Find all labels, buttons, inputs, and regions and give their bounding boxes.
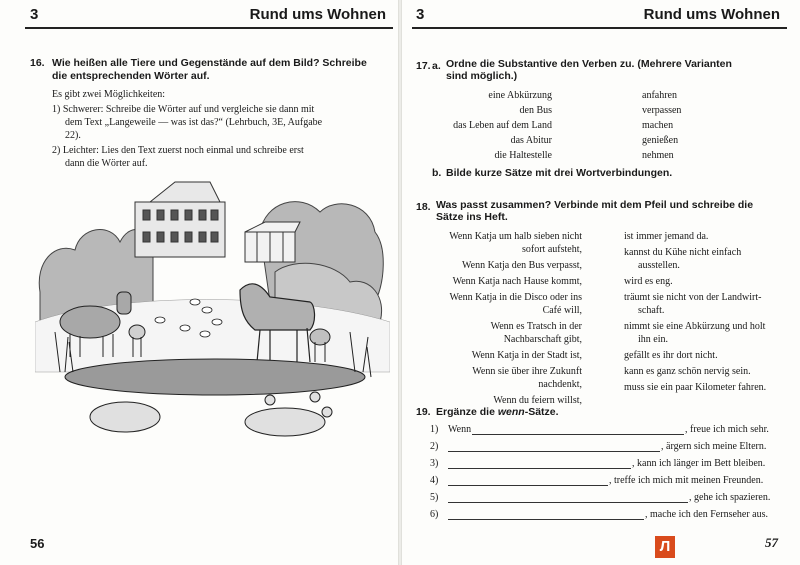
clause-line: sofort aufsteht, [522,244,582,255]
task19-item-6-num: 6) [430,509,439,520]
task19-item-2-num: 2) [430,441,439,452]
clause-line: muss sie ein paar Kilometer fahren. [624,382,767,393]
clause-line: Nachbarschaft gibt, [503,334,582,345]
task18-title-2: Sätze ins Heft. [436,211,508,223]
task17-title-1: Ordne die Substantive den Verben zu. (Mehrere Varianten [446,58,732,70]
task16-option2-2: dann die Wörter auf. [65,158,148,169]
task19-item-1-num: 1) [430,424,439,435]
header-rule-right [412,27,787,29]
chapter-title-right: Rund ums Wohnen [643,6,780,23]
clause-line: Wenn Katja um halb sieben nicht [449,231,582,242]
right-page [402,0,800,565]
verb-item: anfahren [642,90,677,101]
clause-line: nimmt sie eine Abkürzung und holt [624,321,766,332]
task19-item-1-suffix: , freue ich mich sehr. [685,424,769,435]
noun-item: die Haltestelle [494,150,552,161]
noun-item: den Bus [519,105,552,116]
noun-item: das Abitur [510,135,552,146]
task16-title-1: Wie heißen alle Tiere und Gegenstände auf dem Bild? Schreibe [52,57,367,69]
header-rule-left [25,27,393,29]
clause-line: Wenn es Tratsch in der [490,321,582,332]
chapter-number-left: 3 [30,6,39,23]
clause-line: Wenn Katja in der Stadt ist, [471,350,582,361]
task19-item-3-num: 3) [430,458,439,469]
task19-item-4-blank[interactable] [448,485,608,486]
clause-line: ausstellen. [638,260,680,271]
page-number-right: 57 [765,535,778,550]
task19-title [436,406,559,419]
clause-line: gefällt es ihr dort nicht. [624,350,718,361]
task16-option2-1: 2) Leichter: Lies den Text zuerst noch einmal und schreibe erst [52,145,304,156]
farm-illustration [35,172,390,442]
clause-line: ist immer jemand da. [624,231,709,242]
task19-item-4-suffix: , treffe ich mich mit meinen Freunden. [609,475,764,486]
clause-line: schaft. [638,305,665,316]
task17-nouns [422,88,552,163]
clause-line: wird es eng. [624,276,673,287]
left-page [0,0,398,565]
task16-option1-2: dem Text „Langeweile — was ist das?“ (Lehrbuch, 3E, Aufgabe [65,117,323,128]
verb-item: machen [642,120,674,131]
clause-line: Wenn Katja nach Hause kommt, [452,276,582,287]
task19-item-6-blank[interactable] [448,519,644,520]
task17-number: 17. [416,60,431,72]
task19-title-suffix: -Sätze. [524,406,559,418]
task17-part-a-label: a. [432,60,441,72]
task17-title-2: sind möglich.) [446,70,518,82]
task19-item-4-num: 4) [430,475,439,486]
task19-number: 19. [416,406,431,418]
task17-part-b-label: b. [432,167,442,179]
chapter-number-right: 3 [416,6,425,23]
task16-number: 16. [30,57,45,69]
greenhouse-drawing [245,222,300,262]
task19-item-5-blank[interactable] [448,502,688,503]
clause-line: ihn ein. [638,334,668,345]
task19-item-2-blank[interactable] [448,451,660,452]
task19-item-1-blank[interactable] [472,434,684,435]
clause-line: Wenn Katja in die Disco oder ins [449,292,582,303]
task19-item-6-suffix: , mache ich den Fernseher aus. [645,509,769,520]
task19-item-3-suffix: , kann ich länger im Bett bleiben. [632,458,766,469]
clause-line: kann es ganz schön nervig sein. [624,366,751,377]
publisher-logo: Л [655,536,675,558]
task19-item-2-suffix: , ärgern sich meine Eltern. [661,441,767,452]
verb-item: genießen [642,135,679,146]
task19-item-5-num: 5) [430,492,439,503]
task16-option1-1: 1) Schwerer: Schreibe die Wörter auf und vergleiche sie dann mit [52,104,315,115]
task18-left-clauses [422,230,582,407]
clause-line: träumt sie nicht von der Landwirt- [624,292,762,303]
task17-part-b-title: Bilde kurze Sätze mit drei Wortverbindungen. [446,167,673,179]
clause-line: Café will, [542,305,582,316]
task18-title-1: Was passt zusammen? Verbinde mit dem Pfeil und schreibe die [436,199,754,211]
clause-line: kannst du Kühe nicht einfach [624,247,742,258]
task19-title-prefix: Ergänze die [436,406,498,418]
task16-option1-3: 22). [65,130,81,141]
task18-number: 18. [416,201,431,213]
noun-item: eine Abkürzung [488,90,552,101]
task19-item-1-prefix: Wenn [448,424,472,435]
house-drawing [135,182,225,257]
clause-line: Wenn Katja den Bus verpasst, [462,260,582,271]
task16-intro: Es gibt zwei Möglichkeiten: [52,89,166,100]
task17-verbs [642,88,681,163]
task19-title-italic: wenn [497,406,525,418]
verb-item: nehmen [642,150,674,161]
pond-drawing [65,359,365,395]
clause-line: Wenn du feiern willst, [493,395,582,406]
task18-right-clauses [624,230,766,394]
page-number-left: 56 [30,536,45,551]
verb-item: verpassen [642,105,682,116]
task19-item-5-suffix: , gehe ich spazieren. [689,492,771,503]
noun-item: das Leben auf dem Land [453,120,552,131]
clause-line: nachdenkt, [538,379,582,390]
clause-line: Wenn sie über ihre Zukunft [472,366,582,377]
task19-item-3-blank[interactable] [448,468,631,469]
task16-title-2: die entsprechenden Wörter auf. [52,70,210,82]
chapter-title-left: Rund ums Wohnen [249,6,386,23]
